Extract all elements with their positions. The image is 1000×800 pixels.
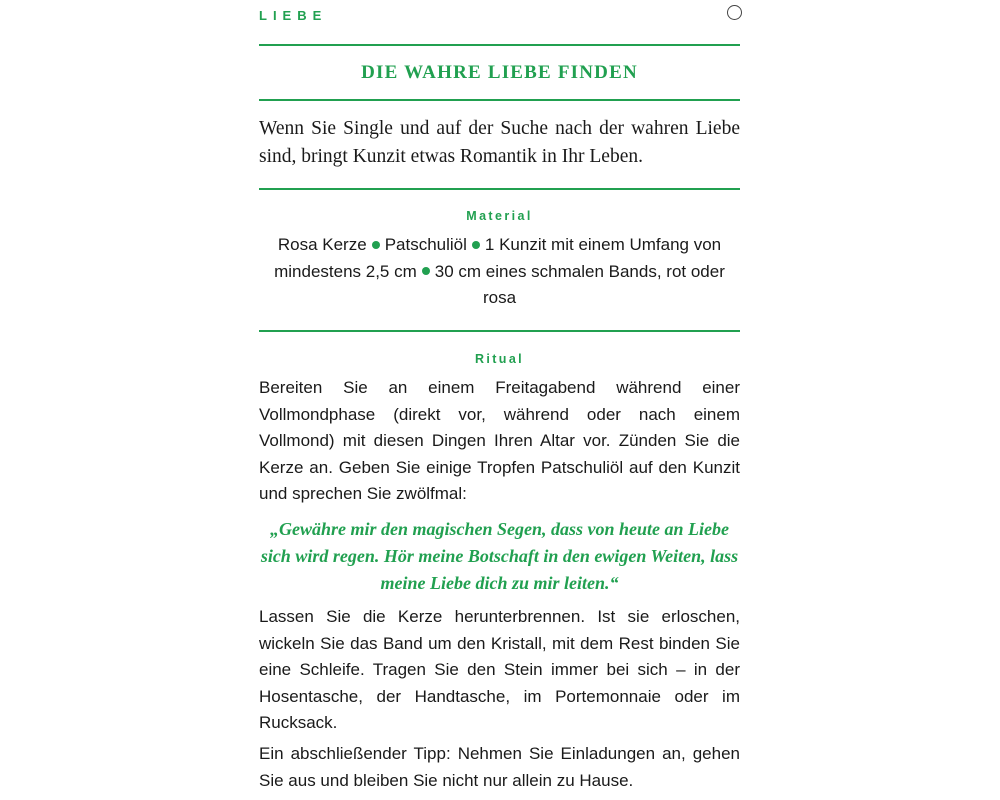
- divider: [259, 44, 740, 46]
- material-item: Rosa Kerze: [277, 235, 367, 254]
- material-item: 1 Kunzit mit einem Umfang von mindestens 2,5 cm: [274, 235, 722, 281]
- bullet-dot-icon: [422, 267, 430, 275]
- circle-outline-icon[interactable]: [727, 5, 742, 20]
- ritual-paragraph: Bereiten Sie an einem Freitagabend während einer Vollmondphase (direkt vor, während oder nach einem Vollmond) mit diesen Dingen Ihren Altar vor. Zünden Sie die Kerze an. Geben Sie einige Tropfen Patschuliöl auf den Kunzit und sprechen Sie zwölfmal:: [259, 378, 740, 503]
- tip-paragraph: Ein abschließender Tipp: Nehmen Sie Einladungen an, gehen Sie aus und bleiben Sie nicht nur allein zu Hause.: [259, 744, 740, 790]
- divider: [259, 188, 740, 190]
- material-heading: Material: [466, 209, 533, 223]
- page: [259, 0, 740, 800]
- bullet-dot-icon: [472, 241, 480, 249]
- material-item: 30 cm eines schmalen Bands, rot oder rosa: [434, 261, 725, 307]
- page-title: DIE WAHRE LIEBE FINDEN: [361, 62, 638, 83]
- divider: [259, 99, 740, 101]
- category-header: LIEBE: [259, 8, 328, 23]
- divider: [259, 330, 740, 332]
- ritual-heading: Ritual: [474, 352, 525, 366]
- material-list: [259, 232, 740, 312]
- ritual-verse: „Gewähre mir den magischen Segen, dass von heute an Liebe sich wird regen. Hör meine Botschaft in den ewigen Weiten, lass meine Liebe dich zu mir leiten.“: [260, 519, 739, 593]
- material-item: Patschuliöl: [384, 235, 467, 254]
- bullet-dot-icon: [372, 241, 380, 249]
- intro-paragraph: Wenn Sie Single und auf der Suche nach der wahren Liebe sind, bringt Kunzit etwas Romantik in Ihr Leben.: [259, 118, 740, 167]
- instructions-paragraph: Lassen Sie die Kerze herunterbrennen. Ist sie erloschen, wickeln Sie das Band um den Kristall, mit dem Rest binden Sie eine Schleife. Tragen Sie den Stein immer bei sich – in der Hosentasche, der Handtasche, im Portemonnaie oder im Rucksack.: [259, 607, 740, 732]
